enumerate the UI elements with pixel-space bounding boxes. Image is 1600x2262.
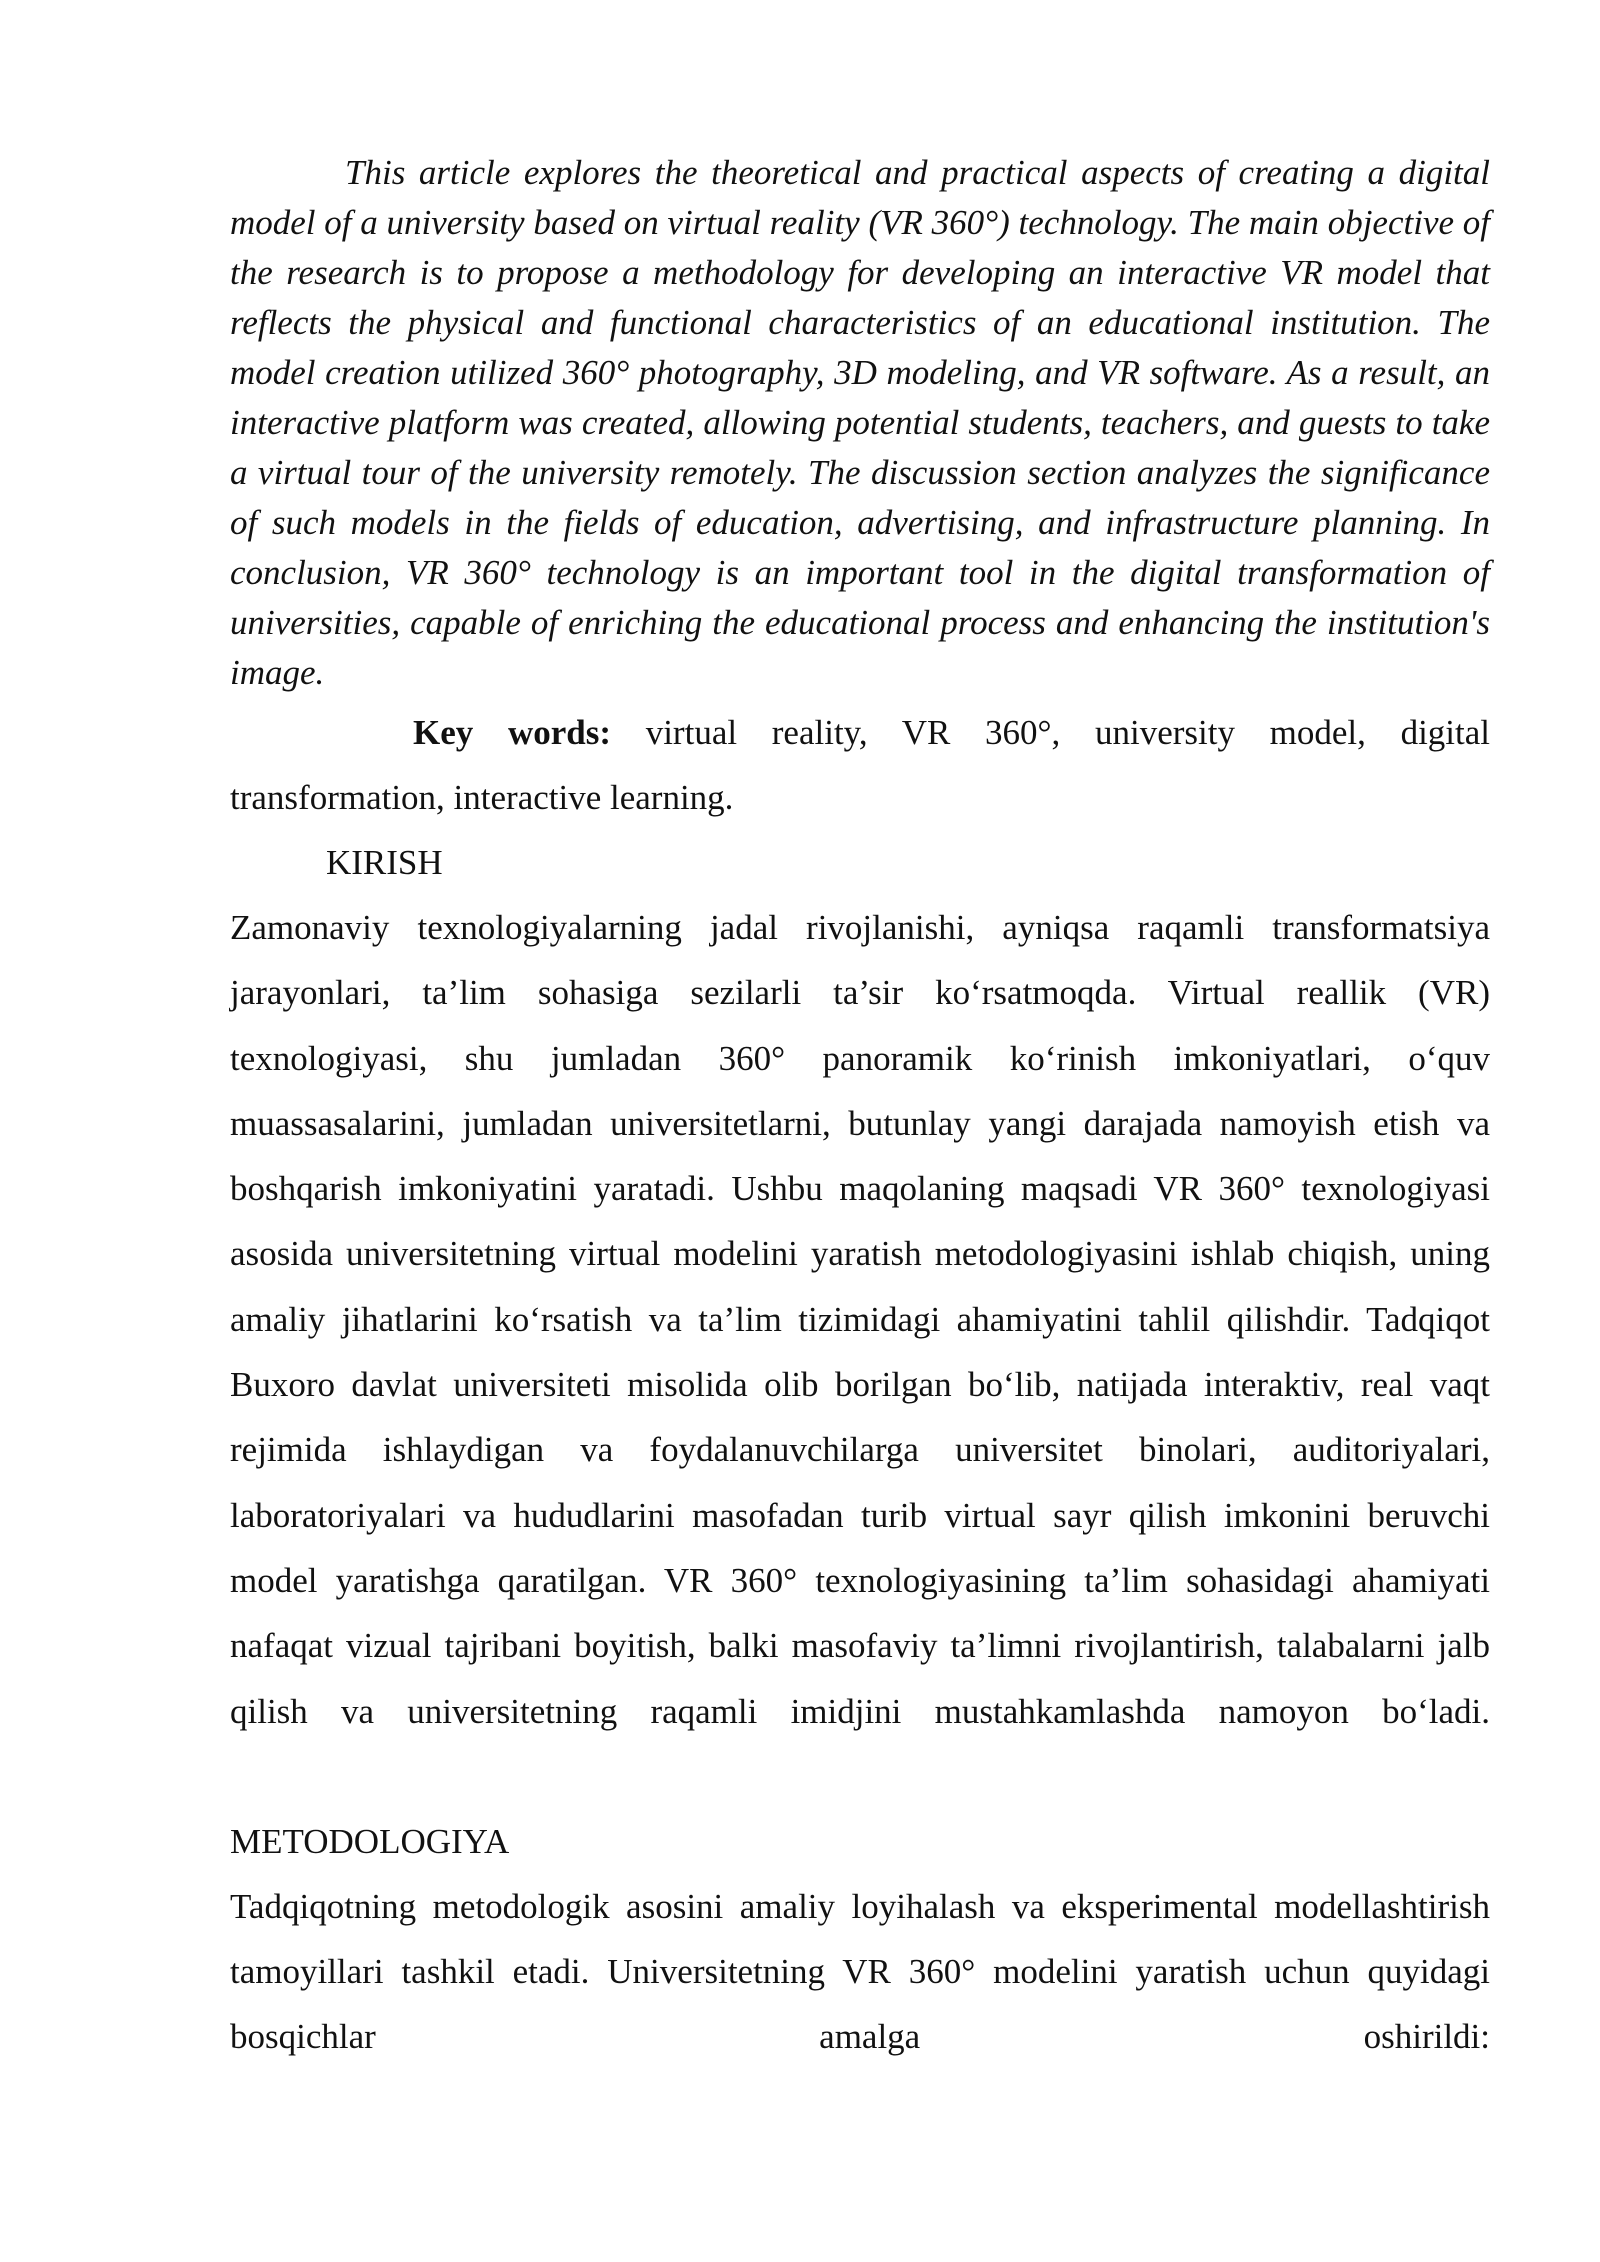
document-page — [230, 148, 1490, 2070]
keywords-label: Key words: — [413, 713, 612, 752]
intro-paragraph: Zamonaviy texnologiyalarning jadal rivojlanishi, ayniqsa raqamli transformatsiya jarayonlari, ta’lim sohasiga sezilarli ta’sir ko‘rsatmoqda. Virtual reallik (VR) texnologiyasi, shu jumladan 360° panoramik ko‘rinish imkoniyatlari, o‘quv muassasalarini, jumladan universitetlarni, butunlay yangi darajada namoyish etish va boshqarish imkoniyatini yaratadi. Ushbu maqolaning maqsadi VR 360° texnologiyasi asosida universitetning virtual modelini yaratish metodologiyasini ishlab chiqish, uning amaliy jihatlarini ko‘rsatish va ta’lim tizimidagi ahamiyatini tahlil qilishdir. Tadqiqot Buxoro davlat universiteti misolida olib borilgan bo‘lib, natijada interaktiv, real vaqt rejimida ishlaydigan va foydalanuvchilarga universitet binolari, auditoriyalari, laboratoriyalari va hududlarini masofadan turib virtual sayr qilish imkonini beruvchi model yaratishga qaratilgan. VR 360° texnologiyasining ta’lim sohasidagi ahamiyati nafaqat vizual tajribani boyitish, balki masofaviy ta’limni rivojlantirish, talabalarni jalb qilish va universitetning raqamli imidjini mustahkamlashda namoyon bo‘ladi. — [230, 908, 1490, 1731]
methodology-paragraph: Tadqiqotning metodologik asosini amaliy loyihalash va eksperimental modellashtirish tamoyillari tashkil etadi. Universitetning VR 360° modelini yaratish uchun quyidagi bosqichlar amalga oshirildi: — [230, 1886, 1490, 2057]
keywords-text: virtual reality, VR 360°, university model, digital transformation, interactive learning. — [230, 713, 1491, 817]
methodology-heading: METODOLOGIYA — [230, 1821, 510, 1861]
intro-heading: KIRISH — [326, 843, 443, 882]
keywords-paragraph — [230, 700, 1490, 830]
section-spacer — [230, 1744, 1490, 1809]
abstract-paragraph: This article explores the theoretical and practical aspects of creating a digital model of a university based on virtual reality (VR 360°) technology. The main objective of the research is to propose a methodology for developing an interactive VR model that reflects the physical and functional characteristics of an educational institution. The model creation utilized 360° photography, 3D modeling, and VR software. As a result, an interactive platform was created, allowing potential students, teachers, and guests to take a virtual tour of the university remotely. The discussion section analyzes the significance of such models in the fields of education, advertising, and infrastructure planning. In conclusion, VR 360° technology is an important tool in the digital transformation of universities, capable of enriching the educational process and enhancing the institution's image. — [230, 153, 1490, 692]
